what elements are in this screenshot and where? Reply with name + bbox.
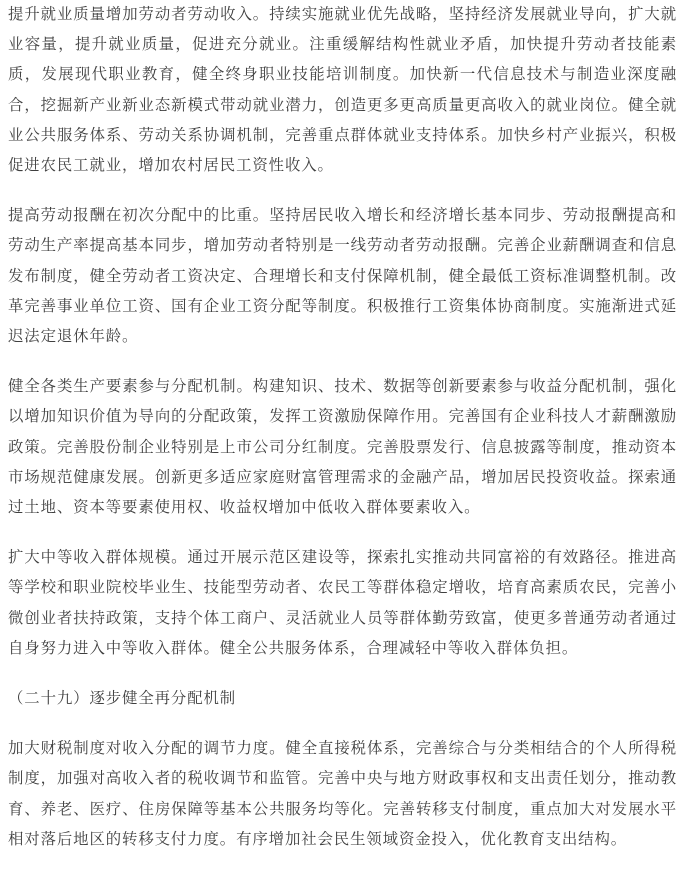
- paragraph-employment-quality: 提升就业质量增加劳动者劳动收入。持续实施就业优先战略，坚持经济发展就业导向，扩大就业容量，提升就业质量，促进充分就业。注重缓解结构性就业矛盾，加快提升劳动者技能素质，发展现代职业教育，健全终身职业技能培训制度。加快新一代信息技术与制造业深度融合，挖掘新产业新业态新模式带动就业潜力，创造更多更高质量更高收入的就业岗位。健全就业公共服务体系、劳动关系协调机制，完善重点群体就业支持体系。加快乡村产业振兴，积极促进农民工就业，增加农村居民工资性收入。: [8, 5, 677, 175]
- paragraph-fiscal-regulation: 加大财税制度对收入分配的调节力度。健全直接税体系，完善综合与分类相结合的个人所得税制度，加强对高收入者的税收调节和监管。完善中央与地方财政事权和支出责任划分，推动教育、养老、医疗、住房保障等基本公共服务均等化。完善转移支付制度，重点加大对发展水平相对落后地区的转移支付力度。有序增加社会民生领域资金投入，优化教育支出结构。: [8, 739, 677, 848]
- paragraph-labor-remuneration: 提高劳动报酬在初次分配中的比重。坚持居民收入增长和经济增长基本同步、劳动报酬提高和劳动生产率提高基本同步，增加劳动者特别是一线劳动者劳动报酬。完善企业薪酬调查和信息发布制度，健全劳动者工资决定、合理增长和支付保障机制，健全最低工资标准调整机制。改革完善事业单位工资、国有企业工资分配等制度。积极推行工资集体协商制度。实施渐进式延迟法定退休年龄。: [8, 206, 677, 346]
- paragraph-production-factors: 健全各类生产要素参与分配机制。构建知识、技术、数据等创新要素参与收益分配机制，强化以增加知识价值为导向的分配政策，发挥工资激励保障作用。完善国有企业科技人才薪酬激励政策。完善股份制企业特别是上市公司分红制度。完善股票发行、信息披露等制度，推动资本市场规范健康发展。创新更多适应家庭财富管理需求的金融产品，增加居民投资收益。探索通过土地、资本等要素使用权、收益权增加中低收入群体要素收入。: [8, 377, 677, 517]
- section-heading: （二十九）逐步健全再分配机制: [8, 689, 237, 708]
- paragraph-middle-income-group: 扩大中等收入群体规模。通过开展示范区建设等，探索扎实推动共同富裕的有效路径。推进高等学校和职业院校毕业生、技能型劳动者、农民工等群体稳定增收，培育高素质农民，完善小微创业者扶持政策，支持个体工商户、灵活就业人员等群体勤劳致富，使更多普通劳动者通过自身努力进入中等收入群体。健全公共服务体系，合理减轻中等收入群体负担。: [8, 548, 677, 657]
